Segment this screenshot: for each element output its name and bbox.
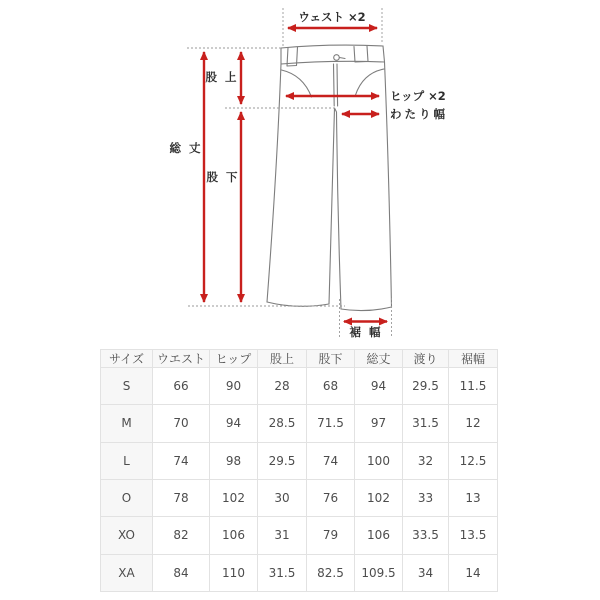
col-header-size: サイズ	[101, 350, 153, 368]
value-cell: 34	[403, 554, 449, 591]
table-row-l	[101, 442, 498, 479]
size-cell: XA	[101, 554, 153, 591]
value-cell: 102	[355, 479, 403, 516]
value-cell: 11.5	[449, 368, 498, 405]
value-cell: 76	[307, 479, 355, 516]
value-cell: 71.5	[307, 405, 355, 442]
col-header-total: 総丈	[355, 350, 403, 368]
value-cell: 31	[258, 517, 307, 554]
size-cell: O	[101, 479, 153, 516]
table-row-s	[101, 368, 498, 405]
value-cell: 29.5	[258, 442, 307, 479]
value-cell: 29.5	[403, 368, 449, 405]
value-cell: 12	[449, 405, 498, 442]
value-cell: 82.5	[307, 554, 355, 591]
col-header-waist: ウエスト	[153, 350, 210, 368]
value-cell: 102	[210, 479, 258, 516]
value-cell: 97	[355, 405, 403, 442]
value-cell: 12.5	[449, 442, 498, 479]
col-header-inseam: 股下	[307, 350, 355, 368]
pants-silhouette	[267, 45, 392, 310]
value-cell: 14	[449, 554, 498, 591]
table-row-xo	[101, 517, 498, 554]
value-cell: 98	[210, 442, 258, 479]
value-cell: 70	[153, 405, 210, 442]
rise-label: 股 上	[205, 70, 239, 84]
value-cell: 100	[355, 442, 403, 479]
value-cell: 32	[403, 442, 449, 479]
size-cell: S	[101, 368, 153, 405]
value-cell: 106	[355, 517, 403, 554]
size-cell: L	[101, 442, 153, 479]
value-cell: 94	[355, 368, 403, 405]
size-cell: M	[101, 405, 153, 442]
value-cell: 66	[153, 368, 210, 405]
size-table	[100, 349, 498, 592]
value-cell: 28	[258, 368, 307, 405]
waist-label: ウェスト ×2	[298, 10, 366, 24]
value-cell: 74	[153, 442, 210, 479]
value-cell: 28.5	[258, 405, 307, 442]
table-row-o	[101, 479, 498, 516]
value-cell: 13.5	[449, 517, 498, 554]
value-cell: 31.5	[258, 554, 307, 591]
col-header-hem: 裾幅	[449, 350, 498, 368]
table-row-xa	[101, 554, 498, 591]
value-cell: 33	[403, 479, 449, 516]
value-cell: 94	[210, 405, 258, 442]
total-length-label: 総 丈	[169, 141, 203, 155]
hip-label: ヒップ ×2	[390, 89, 446, 103]
hem-width-label: 裾 幅	[349, 325, 383, 339]
value-cell: 13	[449, 479, 498, 516]
col-header-hip: ヒップ	[210, 350, 258, 368]
value-cell: 106	[210, 517, 258, 554]
value-cell: 74	[307, 442, 355, 479]
thigh-width-label: わたり幅	[390, 107, 448, 121]
value-cell: 31.5	[403, 405, 449, 442]
value-cell: 78	[153, 479, 210, 516]
value-cell: 84	[153, 554, 210, 591]
table-row-m	[101, 405, 498, 442]
size-cell: XO	[101, 517, 153, 554]
value-cell: 110	[210, 554, 258, 591]
value-cell: 90	[210, 368, 258, 405]
value-cell: 30	[258, 479, 307, 516]
size-table-header-row	[101, 350, 498, 368]
value-cell: 79	[307, 517, 355, 554]
value-cell: 33.5	[403, 517, 449, 554]
value-cell: 109.5	[355, 554, 403, 591]
col-header-rise: 股上	[258, 350, 307, 368]
value-cell: 68	[307, 368, 355, 405]
value-cell: 82	[153, 517, 210, 554]
pants-outline-drawing	[267, 45, 392, 310]
inseam-label: 股 下	[206, 170, 240, 184]
col-header-thigh: 渡り	[403, 350, 449, 368]
